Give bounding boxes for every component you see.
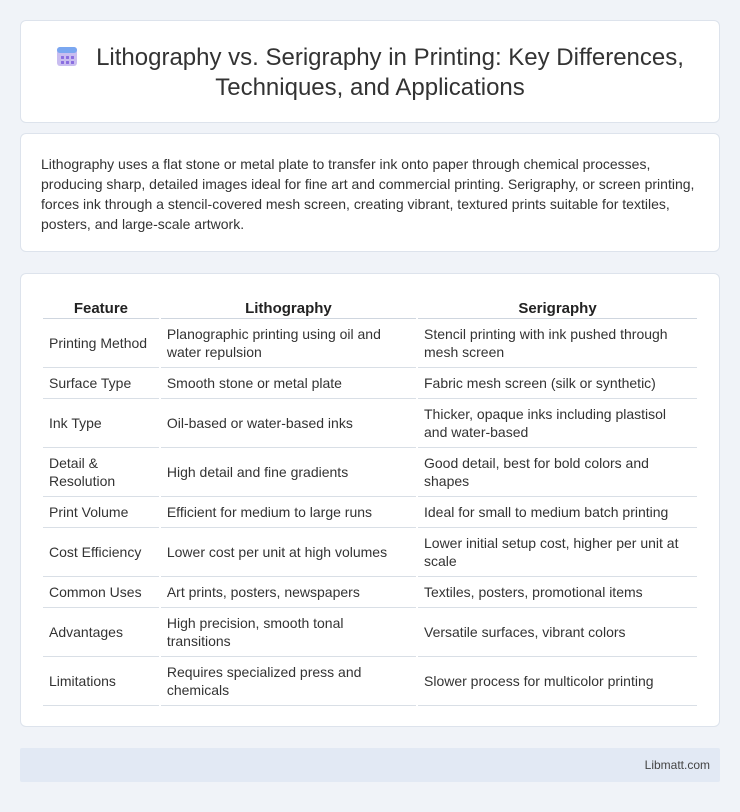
cell-feature: Cost Efficiency	[43, 528, 159, 577]
cell-serigraphy: Ideal for small to medium batch printing	[418, 497, 697, 528]
page-title-text: Lithography vs. Serigraphy in Printing: Key Differences, Techniques, and Applications	[96, 44, 684, 101]
table-header-row	[43, 294, 697, 319]
intro-paragraph: Lithography uses a flat stone or metal plate to transfer ink onto paper through chemical processes, producing sharp, detailed images ideal for fine art and commercial printing. Serigraphy, or screen printing, forces ink through a stencil-covered mesh screen, creating vibrant, textured prints suitable for textiles, posters, and large-scale artwork.	[41, 156, 695, 232]
cell-lithography: Efficient for medium to large runs	[161, 497, 416, 528]
cell-lithography: Smooth stone or metal plate	[161, 368, 416, 399]
table-row	[43, 528, 697, 577]
table-row	[43, 608, 697, 657]
cell-serigraphy: Textiles, posters, promotional items	[418, 577, 697, 608]
cell-lithography: Planographic printing using oil and water repulsion	[161, 319, 416, 368]
calendar-icon	[56, 45, 78, 67]
cell-feature: Common Uses	[43, 577, 159, 608]
header-serigraphy: Serigraphy	[418, 294, 697, 319]
comparison-card	[20, 273, 720, 727]
table-row	[43, 657, 697, 706]
cell-lithography: High precision, smooth tonal transitions	[161, 608, 416, 657]
cell-lithography: Art prints, posters, newspapers	[161, 577, 416, 608]
cell-serigraphy: Lower initial setup cost, higher per unit at scale	[418, 528, 697, 577]
table-row	[43, 448, 697, 497]
table-row	[43, 399, 697, 448]
cell-lithography: High detail and fine gradients	[161, 448, 416, 497]
cell-feature: Print Volume	[43, 497, 159, 528]
cell-serigraphy: Versatile surfaces, vibrant colors	[418, 608, 697, 657]
table-row	[43, 497, 697, 528]
cell-lithography: Oil-based or water-based inks	[161, 399, 416, 448]
footer-site-link[interactable]: Libmatt.com	[644, 758, 710, 772]
cell-serigraphy: Stencil printing with ink pushed through mesh screen	[418, 319, 697, 368]
cell-feature: Printing Method	[43, 319, 159, 368]
cell-feature: Advantages	[43, 608, 159, 657]
cell-feature: Detail & Resolution	[43, 448, 159, 497]
cell-lithography: Lower cost per unit at high volumes	[161, 528, 416, 577]
comparison-table	[41, 294, 699, 706]
title-card	[20, 20, 720, 123]
cell-serigraphy: Slower process for multicolor printing	[418, 657, 697, 706]
table-row	[43, 368, 697, 399]
cell-feature: Limitations	[43, 657, 159, 706]
cell-feature: Surface Type	[43, 368, 159, 399]
table-row	[43, 319, 697, 368]
cell-serigraphy: Good detail, best for bold colors and shapes	[418, 448, 697, 497]
table-row	[43, 577, 697, 608]
header-lithography: Lithography	[161, 294, 416, 319]
header-feature: Feature	[43, 294, 159, 319]
intro-card	[20, 133, 720, 252]
cell-serigraphy: Fabric mesh screen (silk or synthetic)	[418, 368, 697, 399]
cell-lithography: Requires specialized press and chemicals	[161, 657, 416, 706]
cell-feature: Ink Type	[43, 399, 159, 448]
footer	[20, 748, 720, 782]
page-title	[51, 43, 689, 103]
cell-serigraphy: Thicker, opaque inks including plastisol and water-based	[418, 399, 697, 448]
